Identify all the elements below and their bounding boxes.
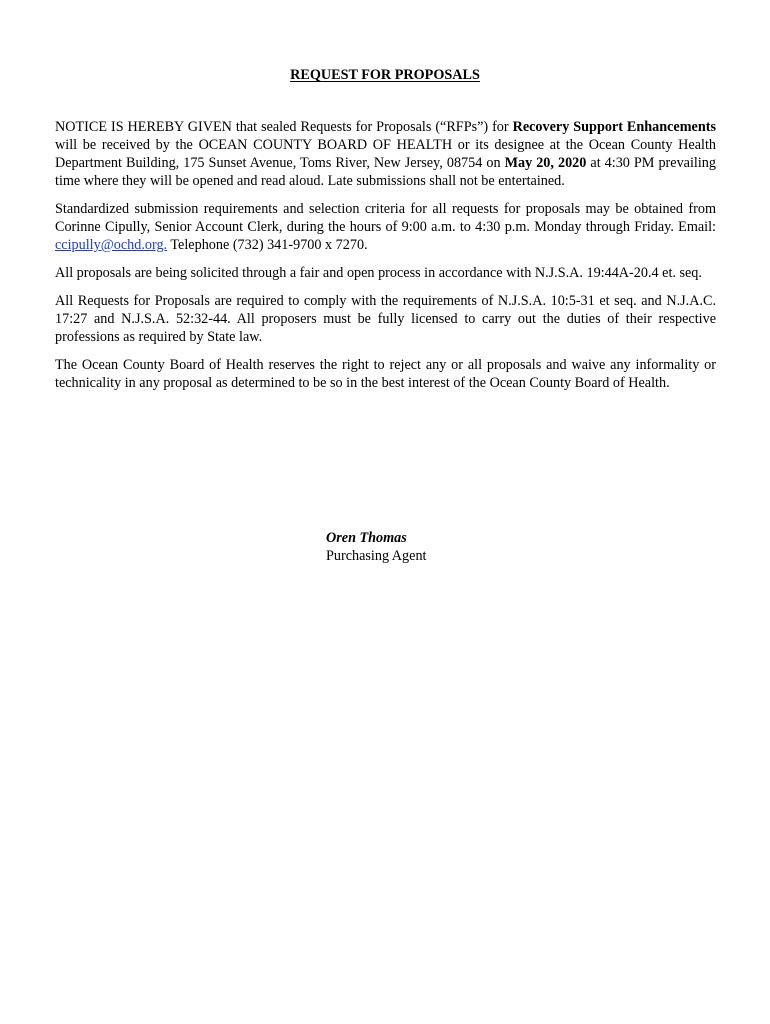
requirements-text-2: Telephone (732) 341-9700 x 7270. (167, 237, 368, 253)
notice-paragraph (55, 118, 716, 190)
document-body (55, 118, 716, 402)
notice-text-3: at 4:30 PM prevailing time where they will be opened and read aloud. Late submissions shall not be entertained. (55, 155, 716, 189)
fair-open-paragraph: All proposals are being solicited through a fair and open process in accordance with N.J.S.A. 19:44A-20.4 et. seq. (55, 265, 702, 281)
notice-text-2: will be received by the OCEAN COUNTY BOARD OF HEALTH or its designee at the Ocean County Health Department Building, 175 Sunset Avenue, Toms River, New Jersey, 08754 on (55, 137, 716, 171)
compliance-paragraph: All Requests for Proposals are required to comply with the requirements of N.J.S.A. 10:5-31 et seq. and N.J.A.C. 17:27 and N.J.S.A. 52:32-44. All proposers must be fully licensed to carry out the duties of their respective professions as required by State law. (55, 293, 716, 345)
signer-role: Purchasing Agent (326, 548, 427, 564)
requirements-text-1: Standardized submission requirements and selection criteria for all requests for proposals may be obtained from Corinne Cipully, Senior Account Clerk, during the hours of 9:00 a.m. to 4:30 p.m. Monday through Friday. Email: (55, 201, 716, 235)
email-link[interactable]: ccipully@ochd.org. (55, 237, 168, 253)
signature-block (326, 529, 426, 565)
due-date: May 20, 2020 (504, 155, 587, 171)
document-title: REQUEST FOR PROPOSALS (290, 67, 480, 83)
requirements-paragraph (55, 200, 716, 254)
reservation-paragraph: The Ocean County Board of Health reserves the right to reject any or all proposals and waive any informality or technicality in any proposal as determined to be so in the best interest of the Ocean County Board of Health. (55, 357, 716, 391)
project-name: Recovery Support Enhancements (512, 119, 716, 135)
notice-text-1: NOTICE IS HEREBY GIVEN that sealed Requests for Proposals (“RFPs”) for (55, 119, 513, 135)
signer-name: Oren Thomas (326, 530, 407, 546)
